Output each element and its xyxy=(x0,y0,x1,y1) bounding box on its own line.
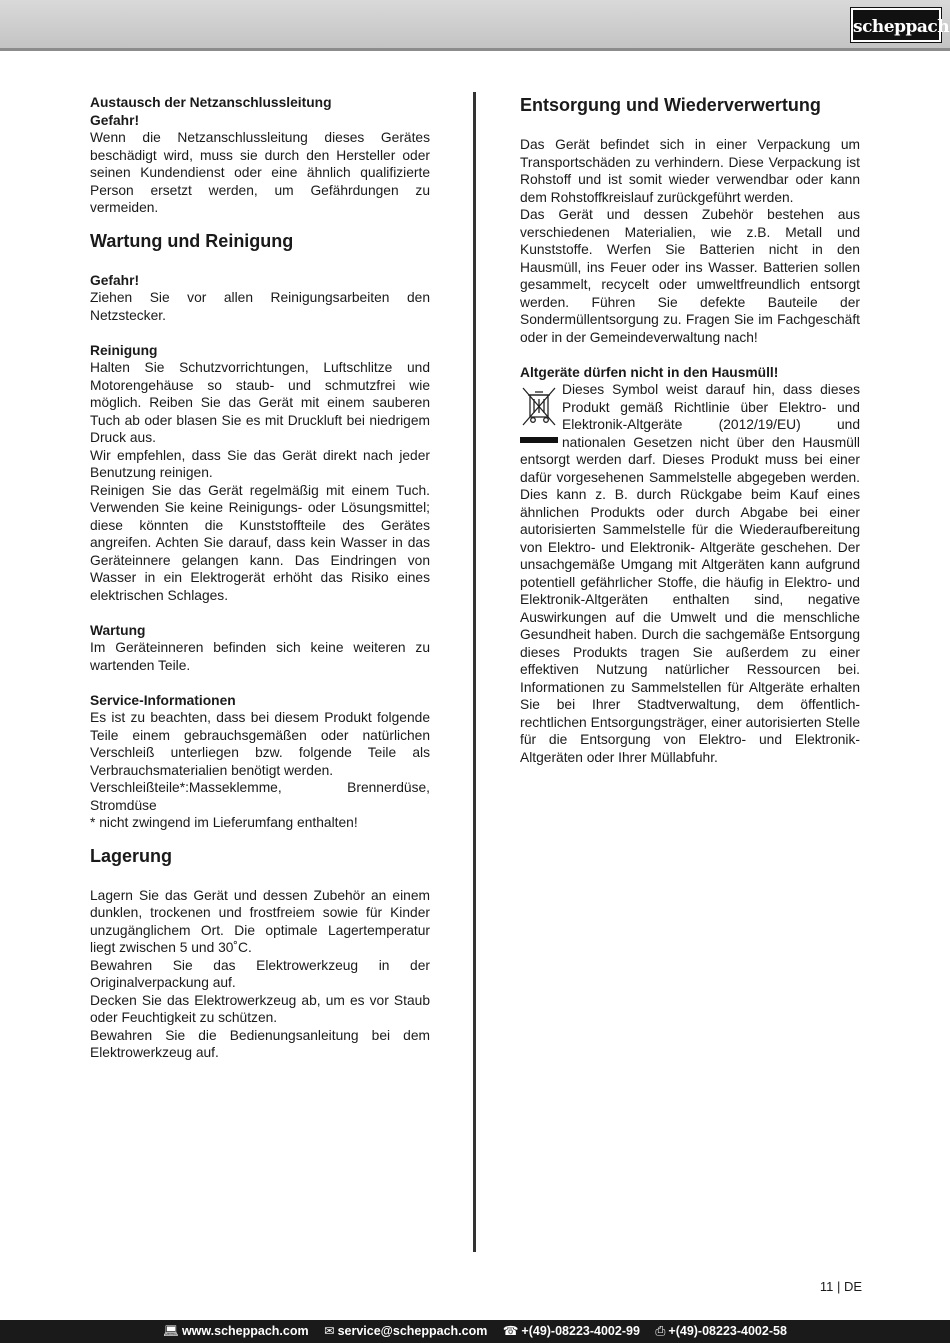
paragraph: Lagern Sie das Gerät und dessen Zubehör an einem dunklen, trockenen und frostfreiem sowie für Kinder unzugänglichem Ort. Die optimale Lagertemperatur liegt zwischen 5 und 30˚C. xyxy=(90,887,430,955)
paragraph: Das Gerät und dessen Zubehör bestehen aus verschiedenen Materialien, wie z.B. Metall und Kunststoffe. Werfen Sie Batterien nicht in den Hausmüll, ins Feuer oder ins Wasser. Batterien sollen gesammelt, recycelt oder umweltfreundlich entsorgt werden. Führen Sie defekte Bauteile der Sondermüllentsorgung zu. Fragen Sie im Fachgeschäft oder in der Gemeindeverwaltung nach! xyxy=(520,207,860,345)
paragraph: Verschleißteile*:Masseklemme, Brennerdüse, Stromdüse xyxy=(90,780,430,813)
subheading-altgeraete: Altgeräte dürfen nicht in den Hausmüll! xyxy=(520,364,779,380)
paragraph: Das Gerät befindet sich in einer Verpackung um Transportschäden zu verhindern. Diese Verpackung ist Rohstoff und ist somit wieder verwendbar oder kann dem Rohstoffkreislauf zurückgeführt werden. xyxy=(520,137,860,205)
paragraph: Decken Sie das Elektrowerkzeug ab, um es vor Staub oder Feuchtigkeit zu schützen. xyxy=(90,992,430,1025)
computer-icon: 💻︎ xyxy=(163,1324,179,1338)
footer-website[interactable]: www.scheppach.com xyxy=(181,1324,309,1338)
page-number: 11 | DE xyxy=(819,1279,862,1294)
paragraph: Dieses Symbol weist darauf hin, dass dieses Produkt gemäß Richtlinie über Elektro- und Elektronik-Altgeräte (2012/19/EU) und nationalen Gesetzen nicht über den Hausmüll entsorgt werden darf. Dieses Produkt muss bei einer dafür vorgesehenen Sammelstelle abgegeben werden. Dies kann z. B. durch Rückgabe beim Kauf eines ähnlichen Produkts oder durch Abgabe bei einer autorisierten Sammelstelle für die Wiederaufbereitung von Elektro- und Elektronik- Altgeräte geschehen. Der unsachgemäße Umgang mit Altgeräten kann aufgrund potentiell gefährlicher Stoffe, die häufig in Elektro- und Elektronik-Altgeräten enthalten sind, negative Auswirkungen auf die Umwelt und die menschliche Gesundheit haben. Durch die sachgemäße Entsorgung dieses Produkts tragen Sie außerdem zu einer effektiven Nutzung natürlicher Ressourcen bei. Informationen zu Sammelstellen für Altgeräte erhalten Sie bei Ihrer Stadtverwaltung, dem öffentlich-rechtlichen Entsorgungsträger, einer autorisierten Stelle für die Entsorgung von Elektro- und Elektronik-Altgeräten oder Ihrer Müllabfuhr. xyxy=(520,382,860,765)
danger-label: Gefahr! xyxy=(90,112,140,128)
header-bar xyxy=(0,0,950,51)
heading-lagerung: Lagerung xyxy=(90,845,173,866)
heading-entsorgung: Entsorgung und Wiederverwertung xyxy=(520,95,821,115)
crossed-out-wheelie-bin-icon xyxy=(520,383,558,445)
paragraph: Reinigen Sie das Gerät regelmäßig mit einem Tuch. Verwenden Sie keine Reinigungs- oder Lösungsmittel; diese könnten die Kunststoffteile des Gerätes angreifen. Achten Sie darauf, dass kein Wasser in das Geräteinnere gelangen kann. Das Eindringen von Wasser in ein Elektrogerät erhöht das Risiko eines elektrischen Schlages. xyxy=(90,482,430,603)
paragraph: Im Geräteinneren befinden sich keine weiteren zu wartenden Teile. xyxy=(90,640,430,673)
subheading-reinigung: Reinigung xyxy=(90,342,158,358)
left-column xyxy=(90,94,430,1062)
danger-label: Gefahr! xyxy=(90,272,140,288)
footer-bar xyxy=(0,1320,950,1343)
paragraph: Wenn die Netzanschlussleitung dieses Gerätes beschädigt wird, muss sie durch den Hersteller oder seinen Kundendienst oder eine ähnlich qualifizierte Person ersetzt werden, um Gefährdungen zu vermeiden. xyxy=(90,130,430,215)
paragraph: Ziehen Sie vor allen Reinigungsarbeiten den Netzstecker. xyxy=(90,290,430,323)
footer-phone: +(49)-08223-4002-99 xyxy=(521,1324,640,1338)
paragraph: Wir empfehlen, dass Sie das Gerät direkt nach jeder Benutzung reinigen. xyxy=(90,447,430,480)
telephone-icon: ☎︎ xyxy=(502,1324,519,1338)
section-title-netzanschluss: Austausch der Netzanschlussleitung xyxy=(90,95,332,110)
paragraph: * nicht zwingend im Lieferumfang enthalten! xyxy=(90,815,358,830)
heading-wartung-reinigung: Wartung und Reinigung xyxy=(90,230,294,251)
subheading-service: Service-Informationen xyxy=(90,692,236,708)
footer-email[interactable]: service@scheppach.com xyxy=(337,1324,488,1338)
footer-fax: +(49)-08223-4002-58 xyxy=(668,1324,787,1338)
paragraph: Bewahren Sie das Elektrowerkzeug in der Originalverpackung auf. xyxy=(90,957,430,990)
paragraph: Es ist zu beachten, dass bei diesem Produkt folgende Teile einem gebrauchsgemäßen oder natürlichen Verschleiß unterliegen bzw. folgende Teile als Verbrauchsmaterialien benötigt werden. xyxy=(90,710,430,778)
fax-icon: ⎙ xyxy=(655,1324,666,1338)
scheppach-logo: scheppach xyxy=(851,8,941,42)
column-divider xyxy=(473,92,476,1252)
envelope-icon: ✉︎ xyxy=(324,1324,335,1338)
paragraph: Bewahren Sie die Bedienungsanleitung bei dem Elektrowerkzeug auf. xyxy=(90,1027,430,1060)
subheading-wartung: Wartung xyxy=(90,622,146,638)
paragraph: Halten Sie Schutzvorrichtungen, Luftschlitze und Motorengehäuse so staub- und schmutzfrei wie möglich. Reiben Sie das Gerät mit einem sauberen Tuch ab oder blasen Sie es mit Druckluft bei niedrigem Druck aus. xyxy=(90,360,430,445)
right-column xyxy=(520,94,860,766)
